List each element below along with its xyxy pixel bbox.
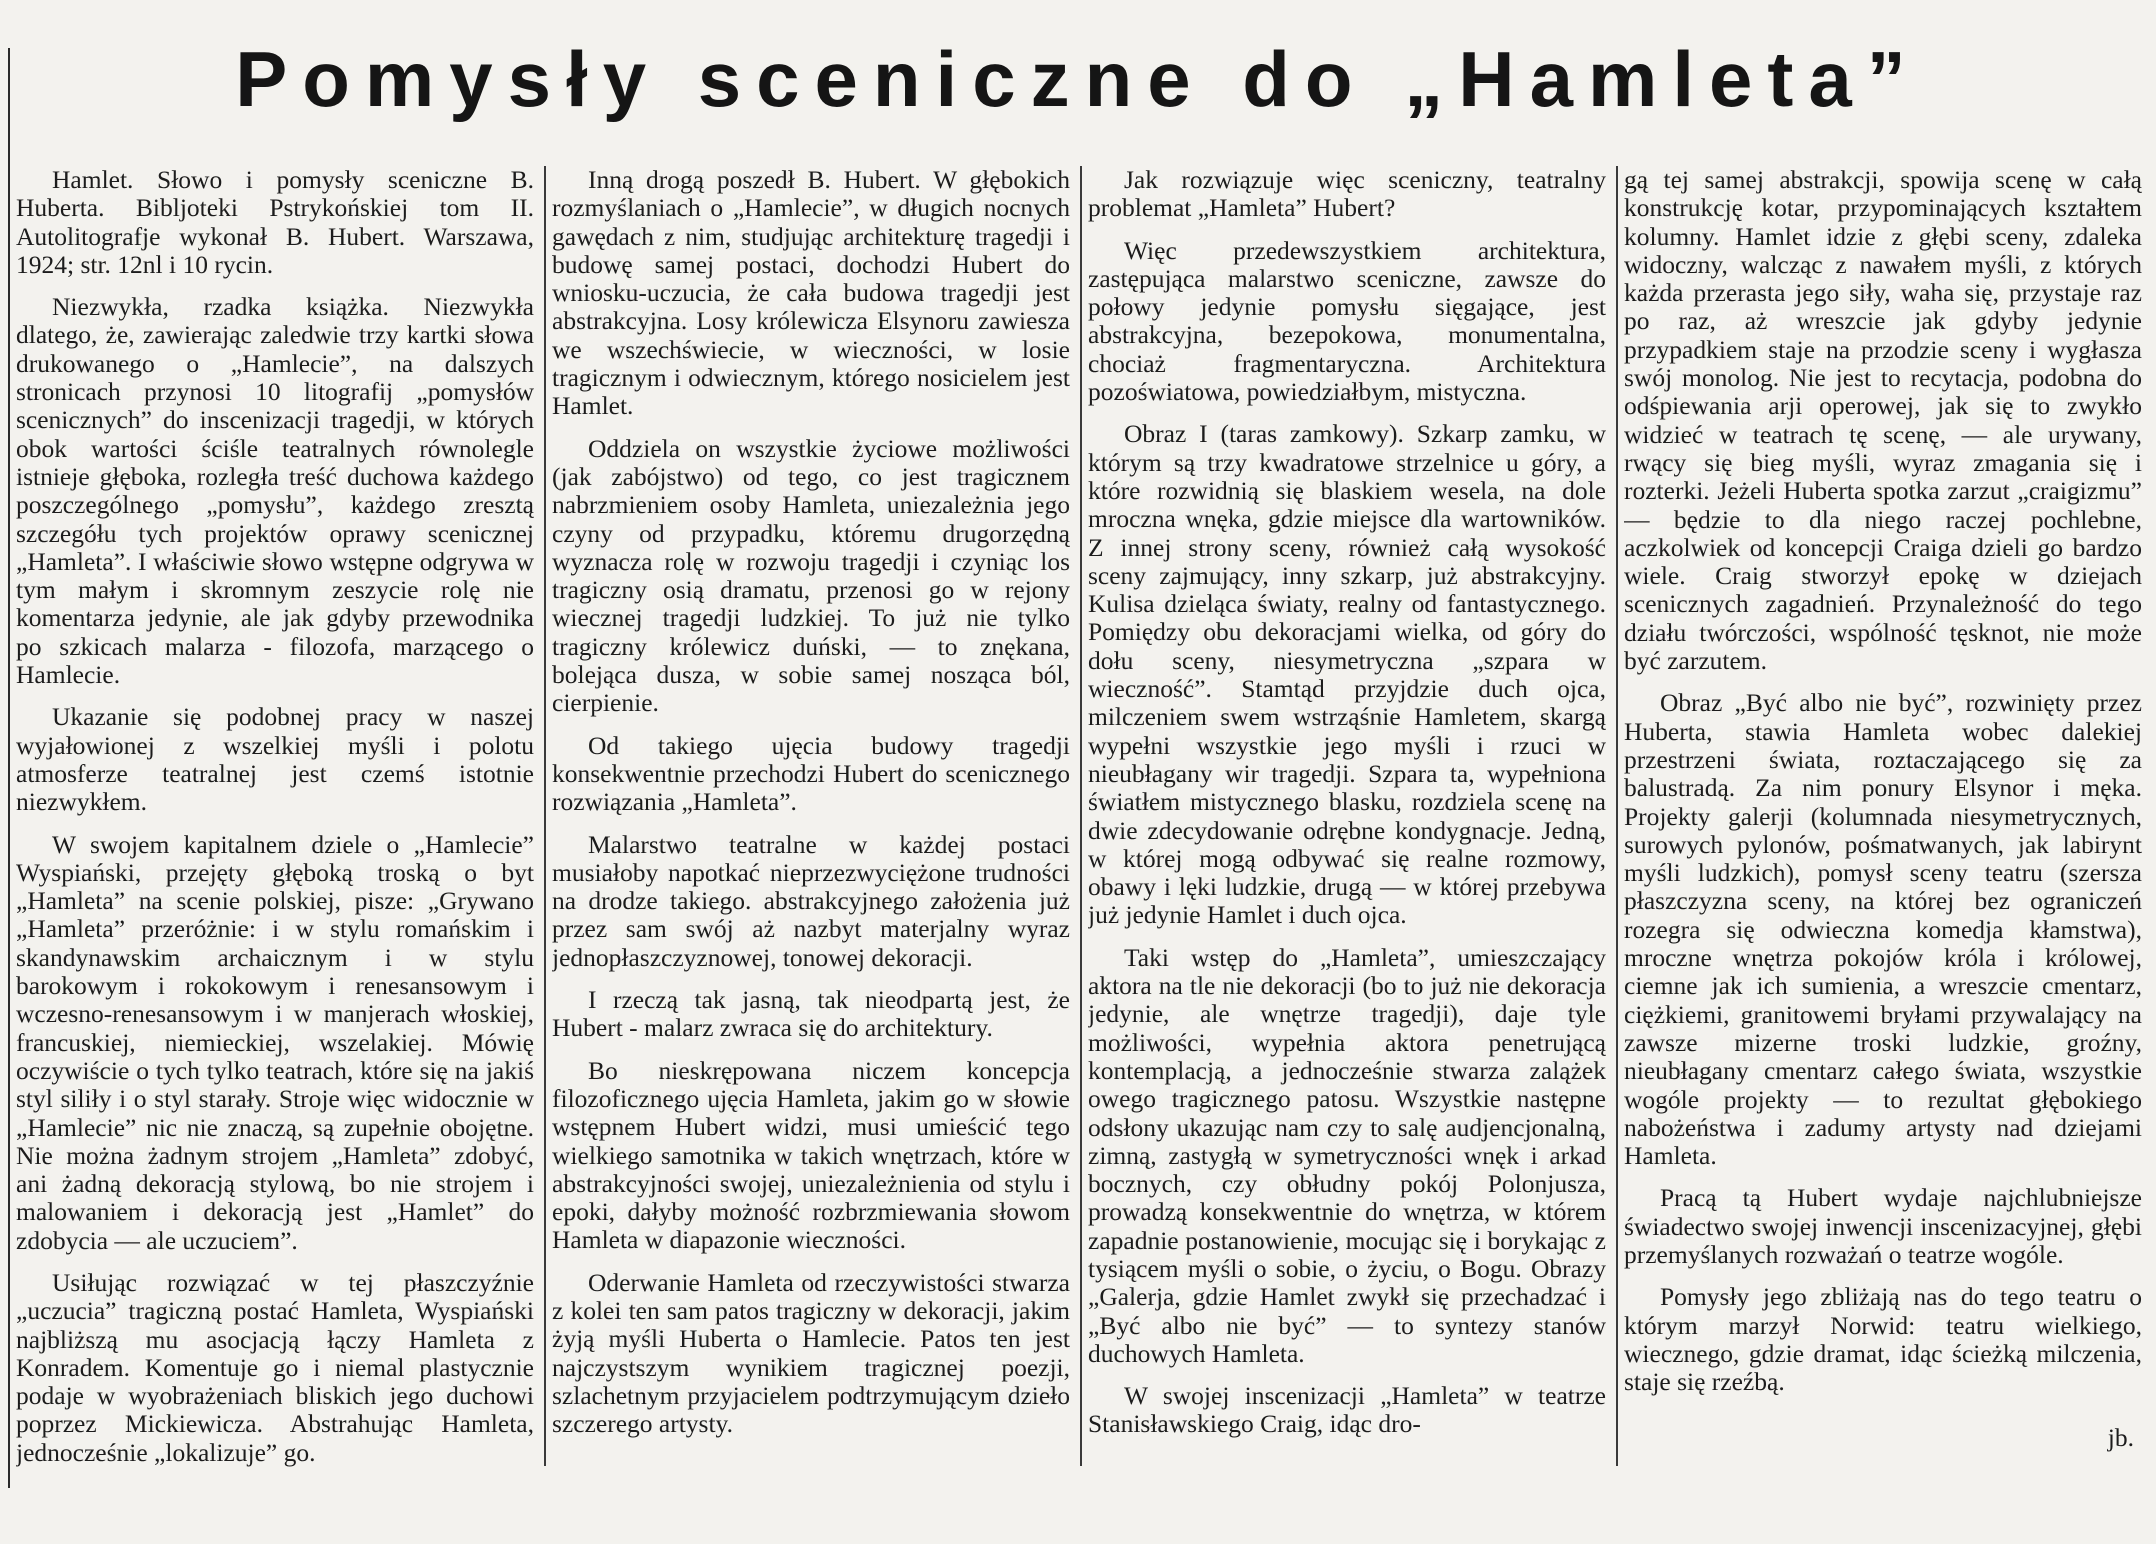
article-paragraph: W swojej inscenizacji „Hamleta” w teatrze Stanisławskiego Craig, idąc dro-: [1088, 1381, 1606, 1439]
article-paragraph: I rzeczą tak jasną, tak nieodpartą jest, że Hubert - malarz zwraca się do architektury.: [552, 985, 1070, 1043]
article-paragraph: Usiłując rozwiązać w tej płaszczyźnie „uczucia” tragiczną postać Hamleta, Wyspiański najbliższą mu asocjacją łączy Hamleta z Konradem. Komentuje go i niemal plastycznie podaje w wyobrażeniach bliskich jego duchowi poprzez Mickiewicza. Abstrahując Hamleta, jednocześnie „lokalizuje” go.: [16, 1267, 534, 1467]
article-paragraph: Hamlet. Słowo i pomysły sceniczne B. Huberta. Bibljoteki Pstrykońskiej tom II. Autolitografje wykonał B. Hubert. Warszawa, 1924; str. 12nl i 10 rycin.: [16, 166, 534, 279]
article-paragraph: Oderwanie Hamleta od rzeczywistości stwarza z kolei ten sam patos tragiczny w dekoracji, jakim żyją myśli Huberta o Hamlecie. Patos ten jest najczystszym wynikiem tragicznej poezji, szlachetnym przyjacielem podtrzymującym dzieło szczerego artysty.: [552, 1267, 1070, 1439]
article-paragraph: Jak rozwiązuje więc sceniczny, teatralny problemat „Hamleta” Hubert?: [1088, 166, 1606, 223]
article-paragraph: Malarstwo teatralne w każdej postaci musiałoby napotkać nieprzezwyciężone trudności na drodze takiego. abstrakcyjnego założenia już przez sam swój aż nazbyt materjalny wyraz jednopłaszczyznowej, tonowej dekoracji.: [552, 829, 1070, 972]
column-4: [1624, 166, 2142, 1506]
author-signature: jb.: [2107, 1423, 2134, 1453]
article-paragraph: gą tej samej abstrakcji, spowija scenę w całą konstrukcję kotar, przypominających kształtem kolumny. Hamlet idzie z głębi sceny, zdaleka widoczny, walcząc z nawałem myśli, z których każda przerasta jego siły, waha się, przystaje raz po raz, aż wreszcie jak gdyby jedynie przypadkiem staje na przodzie sceny i wygłasza swój monolog. Nie jest to recytacja, podobna do odśpiewania arji operowej, jak się to zwykło widzieć w teatrach tę scenę, — ale urywany, rwący się bieg myśli, wyraz zmagania się i rozterki. Jeżeli Huberta spotka zarzut „craigizmu” — będzie to dla niego raczej pochlebne, aczkolwiek od koncepcji Craiga dzieli go bardzo wiele. Craig stworzył epokę w dziejach scenicznych zagadnień. Przynależność do tego działu twórczości, wspólność tęsknot, nie może być zarzutem.: [1624, 166, 2142, 676]
article-paragraph: W swojem kapitalnem dziele o „Hamlecie” Wyspiański, przejęty głęboką troską o byt „Hamleta” na scenie polskiej, pisze: „Grywano „Hamleta” przeróżnie: i w stylu romańskim i skandynawskim archaicznym i w stylu barokowym i rokokowym i renesansowym i wczesno-renesansowym i w manjerach włoskiej, francuskiej, niemieckiej, wszelakiej. Mówię oczywiście o tych tylko teatrach, które się na jakiś styl siliły i o styl starały. Stroje więc widocznie w „Hamlecie” nic nie znaczą, są zupełnie obojętne. Nie można żadnym strojem „Hamleta” zdobyć, ani żadną dekoracją stylową, bo nie strojem i malowaniem i dekoracją jest „Hamlet” do zdobycia — ale uczuciem”.: [16, 829, 534, 1255]
article-title: Pomysły sceniczne do „Hamleta”: [235, 35, 1921, 123]
article-paragraph: Obraz I (taras zamkowy). Szkarp zamku, w którym są trzy kwadratowe strzelnice u góry, a które rozwidnią się blaskiem wesela, na dole mroczna wnęka, gdzie miejsce dla wartowników. Z innej strony sceny, również całą wysokość sceny zajmujący, inny szkarp, już abstrakcyjny. Kulisa dzieląca światy, realny od fantastycznego. Pomiędzy obu dekoracjami wielka, od góry do dołu sceny, niesymetryczna „szpara w wieczność”. Stamtąd przyjdzie duch ojca, milczeniem swem wstrząśnie Hamletem, skargą wypełni wszystkie jego myśli i rzuci w nieubłagany wir tragedji. Szpara ta, wypełniona światłem mistycznego blasku, rozdziela scenę na dwie zdecydowanie odrębne kondygnacje. Jedną, w której mogą odbywać się realne rozmowy, obawy i lęki ludzkie, drugą — w której przebywa już jedynie Hamlet i duch ojca.: [1088, 419, 1606, 930]
page-edge-rule: [8, 48, 10, 1488]
article-paragraph: Więc przedewszystkiem architektura, zastępująca malarstwo sceniczne, zawsze do połowy jedynie pomysłu sięgające, jest abstrakcyjna, bezepokowa, monumentalna, chociaż fragmentaryczna. Architektura pozoświatowa, powiedziałbym, mistyczna.: [1088, 235, 1606, 407]
article-paragraph: Od takiego ujęcia budowy tragedji konsekwentnie przechodzi Hubert do scenicznego rozwiązania „Hamleta”.: [552, 730, 1070, 817]
article-paragraph: Oddziela on wszystkie życiowe możliwości (jak zabójstwo) od tego, co jest tragicznem nabrzmieniem osoby Hamleta, uniezależnia jego czyny od przypadku, któremu drugorzędną wyznacza rolę w rozwoju tragedji i czyniąc los tragiczny osią dramatu, przenosi go w rejony wiecznej tragedji ludzkiej. To już nie tylko tragiczny królewicz duński, — to znękana, bolejąca dusza, w sobie samej nosząca ból, cierpienie.: [552, 433, 1070, 718]
column-3: [1088, 166, 1606, 1506]
article-paragraph: Ukazanie się podobnej pracy w naszej wyjałowionej z wszelkiej myśli i polotu atmosferze teatralnej jest czemś istotnie niezwykłem.: [16, 702, 534, 817]
column-divider: [544, 166, 546, 1466]
article-paragraph: Bo nieskrępowana niczem koncepcja filozoficznego ujęcia Hamleta, jakim go w słowie wstępnem Hubert widzi, musi umieścić tego wielkiego samotnika w takich wnętrzach, które w abstrakcyjności swojej, uniezależnienia od stylu i epoki, dałyby możność rozbrzmiewania słowom Hamleta w diapazonie wieczności.: [552, 1055, 1070, 1255]
column-1: [16, 166, 534, 1506]
column-divider: [1080, 166, 1082, 1466]
article-paragraph: Taki wstęp do „Hamleta”, umieszczający aktora na tle nie dekoracji (bo to już nie dekoracja jedynie, ale wnętrze tragedji), daje tyle możliwości, wypełnia aktora penetrującą kontemplacją, a jednocześnie stwarza zalążek owego tragicznego patosu. Wszystkie następne odsłony ukazując nam czy to salę audjencjonalną, zimną, zastygłą w symetryczności wnęk i arkad bocznych, czy obłudny pokój Polonjusza, prowadzą konsekwentnie do wnętrza, w którem zapadnie postanowienie, mocując się i borykając z tysiącem myśli o sobie, o życiu, o Bogu. Obrazy „Galerja, gdzie Hamlet zwykł się przechadzać i „Być albo nie być” — to syntezy stanów duchowych Hamleta.: [1088, 942, 1606, 1368]
article-paragraph: Pomysły jego zbliżają nas do tego teatru o którym marzył Norwid: teatru wielkiego, wiecznego, gdzie dramat, idąc ścieżką milczenia, staje się rzeźbą.: [1624, 1282, 2142, 1397]
column-divider: [1616, 166, 1618, 1466]
article-paragraph: Inną drogą poszedł B. Hubert. W głębokich rozmyślaniach o „Hamlecie”, w długich nocnych gawędach z nim, studjując architekturę tragedji i budowę samej postaci, dochodzi Hubert do wniosku-uczucia, że cała budowa tragedji jest abstrakcyjna. Losy królewicza Elsynoru zawiesza we wszechświecie, w wieczności, w losie tragicznym i odwiecznym, którego nosicielem jest Hamlet.: [552, 166, 1070, 421]
article-paragraph: Niezwykła, rzadka książka. Niezwykła dlatego, że, zawierając zaledwie trzy kartki słowa drukowanego o „Hamlecie”, na dalszych stronicach przynosi 10 litografij „pomysłów scenicznych” do inscenizacji tragedji, w których obok wartości ściśle teatralnych równolegle istnieje głęboka, rozległa treść duchowa każdego poszczególnego „pomysłu”, każdego zresztą szczegółu tych projektów oprawy scenicznej „Hamleta”. I właściwie słowo wstępne odgrywa w tym małym i skromnym zeszycie rolę nie komentarza jedynie, ale jak gdyby przewodnika po szkicach malarza - filozofa, marzącego o Hamlecie.: [16, 292, 534, 690]
article-paragraph: Obraz „Być albo nie być”, rozwinięty przez Huberta, stawia Hamleta wobec dalekiej przestrzeni świata, roztaczającego się za balustradą. Za nim ponury Elsynor i męka. Projekty galerji (kolumnada niesymetrycznych, surowych pylonów, pośmatwanych, jak labirynt myśli ludzkich), pomysł sceny teatru (szersza płaszczyzna sceny, na której bez ograniczeń rozegra się odwieczna komedja kłamstwa), mroczne wnętrza pokojów króla i królowej, ciemne jak ich sumienia, a wreszcie cmentarz, ciężkiemi, granitowemi bryłami przywalający na zawsze mizerne troski ludzkie, groźny, nieubłagany cmentarz całego świata, wszystkie wogóle projekty — to rezultat głębokiego nabożeństwa i zadumy artysty nad dziejami Hamleta.: [1624, 688, 2142, 1171]
article-paragraph: Pracą tą Hubert wydaje najchlubniejsze świadectwo swojej inwencji inscenizacyjnej, głębi przemyślanych rozważań o teatrze wogóle.: [1624, 1183, 2142, 1269]
column-2: [552, 166, 1070, 1506]
